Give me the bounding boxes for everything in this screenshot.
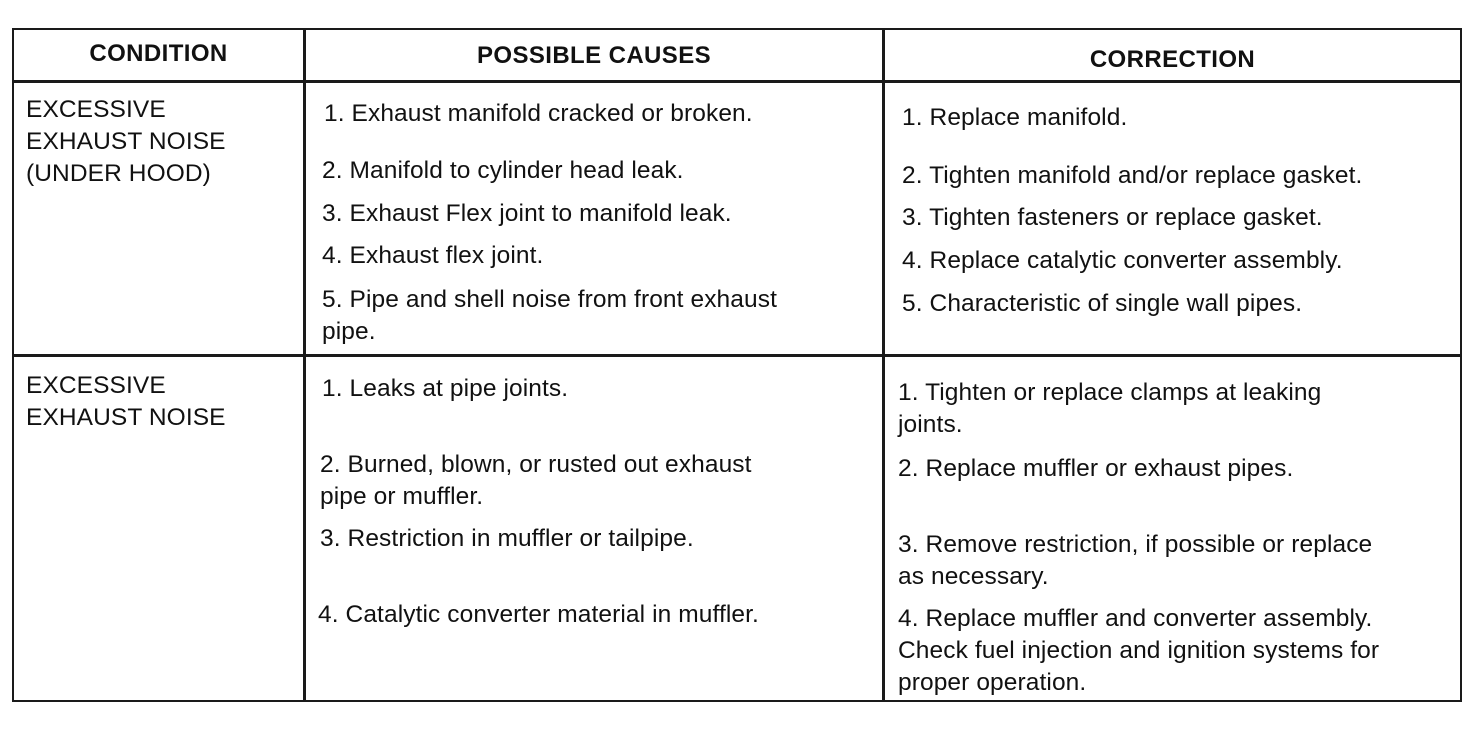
row1-correction-3: 3. Tighten fasteners or replace gasket.: [902, 204, 1323, 231]
row2-cause-2: 2. Burned, blown, or rusted out exhaust pipe or muffler.: [320, 451, 752, 510]
row1-cause-1: 1. Exhaust manifold cracked or broken.: [324, 100, 753, 127]
column-divider-2: [882, 30, 885, 702]
row2-cause-4: 4. Catalytic converter material in muffler.: [318, 601, 759, 628]
row1-correction-2: 2. Tighten manifold and/or replace gasket.: [902, 162, 1363, 189]
header-condition: CONDITION: [89, 40, 228, 67]
row2-cause-3: 3. Restriction in muffler or tailpipe.: [320, 525, 694, 552]
header-possible-causes: POSSIBLE CAUSES: [476, 42, 712, 69]
row2-correction-3: 3. Remove restriction, if possible or replace as necessary.: [898, 531, 1373, 590]
header-divider: [12, 80, 1462, 83]
row2-correction-2: 2. Replace muffler or exhaust pipes.: [898, 455, 1294, 482]
column-divider-1: [303, 30, 306, 702]
row2-cause-1: 1. Leaks at pipe joints.: [322, 375, 569, 402]
row1-correction-5: 5. Characteristic of single wall pipes.: [902, 290, 1303, 317]
row2-correction-4: 4. Replace muffler and converter assembly. Check fuel injection and ignition systems for proper operation.: [898, 605, 1380, 696]
row1-cause-5: 5. Pipe and shell noise from front exhaust pipe.: [322, 286, 777, 345]
row2-correction-1: 1. Tighten or replace clamps at leaking joints.: [898, 379, 1322, 438]
row1-condition: EXCESSIVE EXHAUST NOISE (UNDER HOOD): [26, 96, 226, 187]
row1-cause-4: 4. Exhaust flex joint.: [322, 242, 544, 269]
row-divider: [12, 354, 1462, 357]
row1-correction-1: 1. Replace manifold.: [902, 104, 1128, 131]
header-correction: CORRECTION: [1089, 46, 1256, 73]
row2-condition: EXCESSIVE EXHAUST NOISE: [26, 372, 226, 431]
row1-correction-4: 4. Replace catalytic converter assembly.: [902, 247, 1343, 274]
row1-cause-2: 2. Manifold to cylinder head leak.: [322, 157, 684, 184]
row1-cause-3: 3. Exhaust Flex joint to manifold leak.: [322, 200, 732, 227]
